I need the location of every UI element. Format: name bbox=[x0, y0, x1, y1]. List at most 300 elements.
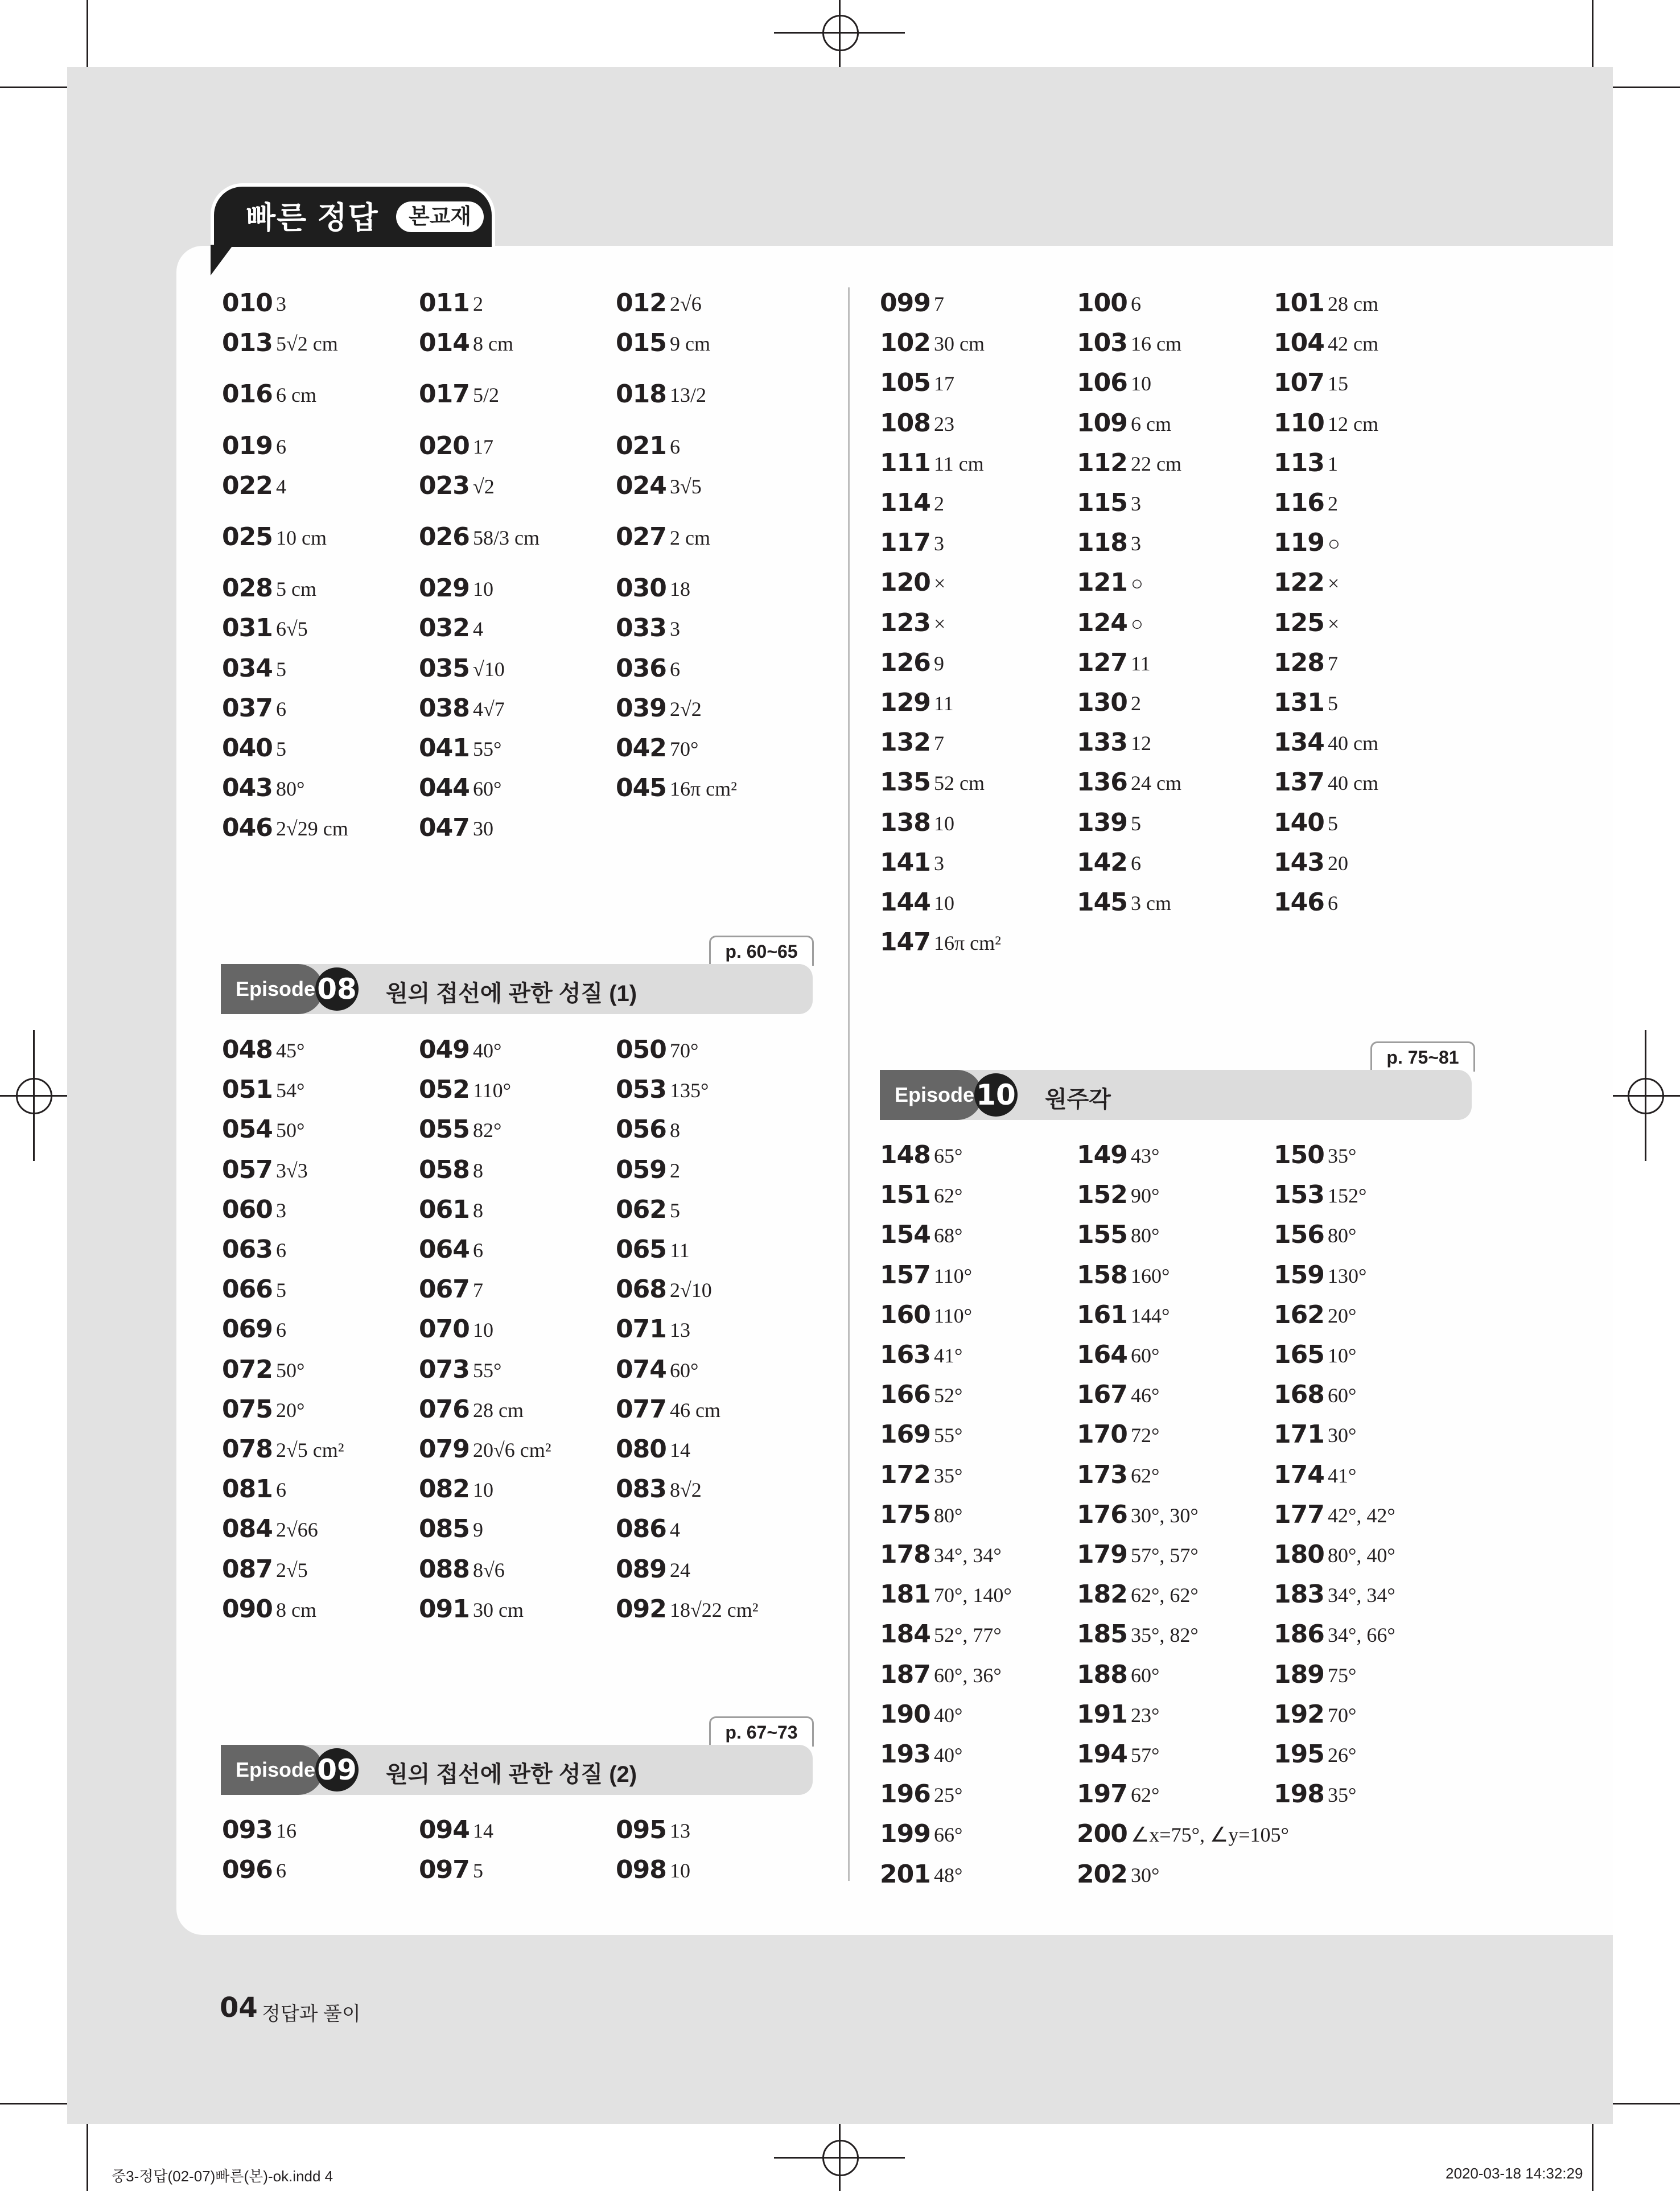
answer-number: 105 bbox=[880, 368, 930, 397]
answer-value: 34°, 34° bbox=[934, 1544, 1002, 1567]
answer-value: 16 cm bbox=[1131, 332, 1181, 355]
answer-value: 2√29 cm bbox=[276, 817, 348, 840]
answer-number: 192 bbox=[1274, 1700, 1324, 1729]
answer-value: 60°, 36° bbox=[934, 1664, 1002, 1687]
answer-number: 164 bbox=[1077, 1340, 1127, 1369]
answer-value: 30 cm bbox=[934, 332, 985, 355]
answer-number: 071 bbox=[616, 1315, 666, 1344]
answer-number: 193 bbox=[880, 1740, 930, 1769]
answer-number: 103 bbox=[1077, 328, 1127, 357]
answer-number: 049 bbox=[419, 1035, 470, 1064]
answer-value: 5 bbox=[276, 738, 286, 760]
answer-value: 14 bbox=[473, 1819, 493, 1842]
answer-number: 156 bbox=[1274, 1220, 1324, 1249]
answer-number: 181 bbox=[880, 1580, 930, 1609]
answer-value: 35°, 82° bbox=[1131, 1624, 1199, 1646]
answer-value: 14 bbox=[670, 1439, 690, 1461]
answer-number: 050 bbox=[616, 1035, 666, 1064]
answer-number: 104 bbox=[1274, 328, 1324, 357]
answer-number: 188 bbox=[1077, 1660, 1127, 1689]
answer-number: 074 bbox=[616, 1355, 666, 1384]
answer-value: 23° bbox=[1131, 1704, 1160, 1727]
answer-value: 3 bbox=[276, 293, 286, 315]
answer-number: 154 bbox=[880, 1220, 930, 1249]
answer-value: 3 bbox=[1131, 492, 1141, 515]
answer-number: 131 bbox=[1274, 688, 1324, 717]
answer-value: 58/3 cm bbox=[473, 526, 540, 549]
answer-number: 153 bbox=[1274, 1180, 1324, 1209]
answer-number: 166 bbox=[880, 1380, 930, 1409]
page-number: 04 bbox=[220, 1992, 258, 2024]
answer-number: 077 bbox=[616, 1395, 666, 1424]
answer-number: 176 bbox=[1077, 1500, 1127, 1529]
answer-number: 146 bbox=[1274, 888, 1324, 917]
episode-09-page-range: p. 67~73 bbox=[709, 1716, 814, 1747]
answer-number: 201 bbox=[880, 1860, 930, 1889]
answer-number: 122 bbox=[1274, 568, 1324, 597]
answer-value: 16π cm² bbox=[934, 932, 1001, 954]
answer-value: 2 cm bbox=[670, 526, 710, 549]
answer-value: 82° bbox=[473, 1119, 502, 1142]
answer-value: 42 cm bbox=[1328, 332, 1378, 355]
answer-value: 16π cm² bbox=[670, 777, 737, 800]
answer-value: 7 bbox=[1328, 652, 1338, 675]
answer-number: 107 bbox=[1274, 368, 1324, 397]
answer-value: 42°, 42° bbox=[1328, 1504, 1395, 1527]
answer-number: 042 bbox=[616, 734, 666, 763]
answer-number: 130 bbox=[1077, 688, 1127, 717]
answer-number: 110 bbox=[1274, 409, 1324, 438]
answer-number: 198 bbox=[1274, 1780, 1324, 1809]
answer-number: 098 bbox=[616, 1855, 666, 1884]
answer-value: 13 bbox=[670, 1819, 690, 1842]
answer-number: 040 bbox=[222, 734, 273, 763]
answer-number: 078 bbox=[222, 1435, 273, 1464]
answer-value: 17 bbox=[934, 372, 954, 395]
answer-number: 099 bbox=[880, 289, 930, 318]
answer-value: 70° bbox=[670, 1039, 699, 1062]
answer-number: 056 bbox=[616, 1115, 666, 1144]
answer-value: 2√2 bbox=[670, 698, 702, 720]
answer-value: 10 bbox=[473, 578, 493, 600]
answer-value: 6 bbox=[1131, 293, 1141, 315]
answer-value: 46 cm bbox=[670, 1399, 720, 1422]
answer-number: 173 bbox=[1077, 1460, 1127, 1489]
answer-number: 014 bbox=[419, 328, 470, 357]
answer-value: 20° bbox=[276, 1399, 305, 1422]
answer-number: 070 bbox=[419, 1315, 470, 1344]
answer-value: 62° bbox=[1131, 1784, 1160, 1806]
answer-number: 144 bbox=[880, 888, 930, 917]
answer-value: 11 bbox=[1131, 652, 1151, 675]
answer-number: 194 bbox=[1077, 1740, 1127, 1769]
answer-value: 45° bbox=[276, 1039, 305, 1062]
answer-value: 3 bbox=[276, 1199, 286, 1222]
answer-value: 68° bbox=[934, 1224, 963, 1247]
answer-value: 18√22 cm² bbox=[670, 1599, 759, 1621]
answer-number: 102 bbox=[880, 328, 930, 357]
answer-value: 17 bbox=[473, 435, 493, 458]
answer-number: 121 bbox=[1077, 568, 1127, 597]
answer-value: 52 cm bbox=[934, 772, 985, 794]
answer-number: 120 bbox=[880, 568, 930, 597]
answer-number: 038 bbox=[419, 694, 470, 723]
answer-number: 160 bbox=[880, 1300, 930, 1329]
answer-number: 044 bbox=[419, 773, 470, 802]
answer-value: 20√6 cm² bbox=[473, 1439, 551, 1461]
answer-value: 110° bbox=[934, 1265, 973, 1287]
answer-value: 80° bbox=[1131, 1224, 1160, 1247]
answer-number: 075 bbox=[222, 1395, 273, 1424]
header-tab-tail bbox=[211, 245, 233, 275]
answer-value: 40° bbox=[934, 1744, 963, 1766]
answer-value: 80°, 40° bbox=[1328, 1544, 1395, 1567]
answer-value: 5√2 cm bbox=[276, 332, 338, 355]
answer-number: 082 bbox=[419, 1475, 470, 1504]
answer-value: ○ bbox=[1131, 612, 1143, 635]
answer-value: 13 bbox=[670, 1319, 690, 1341]
answer-value: 6 bbox=[276, 1859, 286, 1882]
answer-value: 2 bbox=[934, 492, 944, 515]
answer-value: 75° bbox=[1328, 1664, 1357, 1687]
answer-value: 60° bbox=[473, 777, 502, 800]
answer-value: 60° bbox=[1328, 1384, 1357, 1407]
answer-number: 106 bbox=[1077, 368, 1127, 397]
answer-value: 8 cm bbox=[473, 332, 513, 355]
answer-value: 3√5 bbox=[670, 475, 702, 498]
answer-number: 016 bbox=[222, 380, 273, 409]
answer-number: 172 bbox=[880, 1460, 930, 1489]
answer-number: 111 bbox=[880, 448, 930, 477]
answer-number: 079 bbox=[419, 1435, 470, 1464]
answer-value: 4 bbox=[276, 475, 286, 498]
answer-value: 2√10 bbox=[670, 1279, 712, 1302]
answer-number: 159 bbox=[1274, 1261, 1324, 1290]
answer-value: 9 bbox=[934, 652, 944, 675]
answer-value: 8√2 bbox=[670, 1478, 702, 1501]
answer-value: 70°, 140° bbox=[934, 1584, 1012, 1607]
answer-value: 8 bbox=[670, 1119, 680, 1142]
answer-number: 026 bbox=[419, 522, 470, 551]
answer-value: 30°, 30° bbox=[1131, 1504, 1199, 1527]
answer-value: 34°, 34° bbox=[1328, 1584, 1395, 1607]
answer-value: 2 bbox=[473, 293, 483, 315]
answer-number: 140 bbox=[1274, 808, 1324, 837]
answer-number: 108 bbox=[880, 409, 930, 438]
answer-value: 40 cm bbox=[1328, 732, 1378, 755]
answer-value: 23 bbox=[934, 413, 954, 435]
answer-number: 054 bbox=[222, 1115, 273, 1144]
answer-number: 150 bbox=[1274, 1140, 1324, 1169]
answer-value: 6 bbox=[473, 1239, 483, 1262]
answer-value: 3 bbox=[670, 617, 680, 640]
answer-value: √2 bbox=[473, 475, 495, 498]
answer-value: 1 bbox=[1328, 452, 1338, 475]
answer-number: 174 bbox=[1274, 1460, 1324, 1489]
answer-value: 10° bbox=[1328, 1344, 1357, 1367]
answer-number: 034 bbox=[222, 654, 273, 683]
episode-number: 08 bbox=[315, 967, 359, 1011]
answer-number: 073 bbox=[419, 1355, 470, 1384]
answer-number: 197 bbox=[1077, 1780, 1127, 1809]
answer-value: 5 bbox=[1328, 692, 1338, 715]
answer-value: 30° bbox=[1328, 1424, 1357, 1447]
answer-number: 112 bbox=[1077, 448, 1127, 477]
answer-value: 62°, 62° bbox=[1131, 1584, 1199, 1607]
episode-09-banner bbox=[221, 1745, 813, 1795]
answer-number: 186 bbox=[1274, 1620, 1324, 1649]
answer-number: 184 bbox=[880, 1620, 930, 1649]
answer-number: 117 bbox=[880, 528, 930, 557]
answer-number: 029 bbox=[419, 574, 470, 603]
answer-value: 4√7 bbox=[473, 698, 505, 720]
answer-value: 3 cm bbox=[1131, 892, 1171, 915]
answer-value: 7 bbox=[473, 1279, 483, 1302]
answer-value: 70° bbox=[670, 738, 699, 760]
answer-number: 084 bbox=[222, 1514, 273, 1543]
answer-value: 2 bbox=[1328, 492, 1338, 515]
answer-number: 076 bbox=[419, 1395, 470, 1424]
answer-number: 168 bbox=[1274, 1380, 1324, 1409]
answer-number: 041 bbox=[419, 734, 470, 763]
answer-number: 126 bbox=[880, 648, 930, 677]
answer-value: 50° bbox=[276, 1119, 305, 1142]
answer-value: 11 bbox=[934, 692, 954, 715]
answer-value: ○ bbox=[1131, 572, 1143, 595]
episode-number: 10 bbox=[974, 1073, 1018, 1117]
answer-number: 013 bbox=[222, 328, 273, 357]
answer-value: 5 bbox=[1131, 812, 1141, 835]
answer-number: 142 bbox=[1077, 848, 1127, 877]
answer-number: 175 bbox=[880, 1500, 930, 1529]
answer-number: 024 bbox=[616, 471, 666, 500]
answer-value: 6 bbox=[276, 435, 286, 458]
answer-number: 129 bbox=[880, 688, 930, 717]
answer-number: 089 bbox=[616, 1555, 666, 1584]
answer-value: 55° bbox=[473, 1359, 502, 1382]
answer-value: 6 cm bbox=[276, 384, 316, 406]
answer-number: 200 bbox=[1077, 1819, 1127, 1848]
answer-value: 5 bbox=[670, 1199, 680, 1222]
answer-number: 135 bbox=[880, 768, 930, 797]
answer-number: 191 bbox=[1077, 1700, 1127, 1729]
episode-number: 09 bbox=[315, 1748, 359, 1791]
answer-value: 62° bbox=[1131, 1464, 1160, 1487]
answer-number: 152 bbox=[1077, 1180, 1127, 1209]
answer-number: 138 bbox=[880, 808, 930, 837]
answer-number: 083 bbox=[616, 1475, 666, 1504]
answer-value: 70° bbox=[1328, 1704, 1357, 1727]
answer-value: 22 cm bbox=[1131, 452, 1181, 475]
answer-value: × bbox=[934, 572, 946, 595]
answer-value: × bbox=[1328, 612, 1340, 635]
answer-value: 30° bbox=[1131, 1864, 1160, 1887]
answer-number: 145 bbox=[1077, 888, 1127, 917]
answer-value: 35° bbox=[1328, 1144, 1357, 1167]
answer-value: 8√6 bbox=[473, 1559, 505, 1582]
answer-number: 063 bbox=[222, 1235, 273, 1264]
answer-number: 081 bbox=[222, 1475, 273, 1504]
answer-value: 43° bbox=[1131, 1144, 1160, 1167]
answer-number: 127 bbox=[1077, 648, 1127, 677]
answer-value: 3 bbox=[934, 852, 944, 875]
answer-number: 179 bbox=[1077, 1540, 1127, 1569]
answer-value: 80° bbox=[1328, 1224, 1357, 1247]
answer-value: 57° bbox=[1131, 1744, 1160, 1766]
answer-number: 028 bbox=[222, 574, 273, 603]
answer-value: 6 cm bbox=[1131, 413, 1171, 435]
answer-number: 055 bbox=[419, 1115, 470, 1144]
answer-number: 137 bbox=[1274, 768, 1324, 797]
answer-number: 155 bbox=[1077, 1220, 1127, 1249]
answer-number: 180 bbox=[1274, 1540, 1324, 1569]
answer-value: 34°, 66° bbox=[1328, 1624, 1395, 1646]
answer-number: 113 bbox=[1274, 448, 1324, 477]
answer-value: 12 bbox=[1131, 732, 1151, 755]
answer-value: 18 bbox=[670, 578, 690, 600]
answer-value: 65° bbox=[934, 1144, 963, 1167]
answer-value: 130° bbox=[1328, 1265, 1367, 1287]
answer-number: 125 bbox=[1274, 608, 1324, 637]
answer-value: 10 cm bbox=[276, 526, 327, 549]
answer-number: 109 bbox=[1077, 409, 1127, 438]
answer-value: 6 bbox=[1328, 892, 1338, 915]
episode-title: 원주각 bbox=[1045, 1087, 1111, 1112]
answer-number: 143 bbox=[1274, 848, 1324, 877]
column-divider bbox=[848, 287, 850, 1881]
answer-number: 048 bbox=[222, 1035, 273, 1064]
answer-number: 023 bbox=[419, 471, 470, 500]
answer-value: 2√6 bbox=[670, 293, 702, 315]
answer-value: 2√66 bbox=[276, 1518, 318, 1541]
answer-number: 185 bbox=[1077, 1620, 1127, 1649]
answer-number: 167 bbox=[1077, 1380, 1127, 1409]
answer-number: 199 bbox=[880, 1819, 930, 1848]
answer-number: 086 bbox=[616, 1514, 666, 1543]
answer-value: 160° bbox=[1131, 1265, 1170, 1287]
answer-value: 8 bbox=[473, 1199, 483, 1222]
answer-number: 058 bbox=[419, 1155, 470, 1184]
answer-value: 5 bbox=[473, 1859, 483, 1882]
answer-number: 123 bbox=[880, 608, 930, 637]
answer-value: 48° bbox=[934, 1864, 963, 1887]
answer-number: 097 bbox=[419, 1855, 470, 1884]
answer-value: 55° bbox=[934, 1424, 963, 1447]
answer-number: 163 bbox=[880, 1340, 930, 1369]
answer-number: 139 bbox=[1077, 808, 1127, 837]
episode-label: Episode bbox=[221, 1745, 323, 1795]
answer-value: 80° bbox=[934, 1504, 963, 1527]
answer-number: 187 bbox=[880, 1660, 930, 1689]
answer-value: 30 cm bbox=[473, 1599, 524, 1621]
answer-value: 6 bbox=[670, 658, 680, 681]
episode-label: Episode bbox=[880, 1070, 982, 1120]
answer-number: 158 bbox=[1077, 1261, 1127, 1290]
answer-number: 177 bbox=[1274, 1500, 1324, 1529]
answer-value: 2√5 bbox=[276, 1559, 308, 1582]
answer-value: 90° bbox=[1131, 1184, 1160, 1207]
answer-value: 9 bbox=[473, 1518, 483, 1541]
answer-value: 152° bbox=[1328, 1184, 1367, 1207]
answer-number: 064 bbox=[419, 1235, 470, 1264]
answer-number: 053 bbox=[616, 1075, 666, 1104]
answer-value: 10 bbox=[1131, 372, 1151, 395]
answer-number: 147 bbox=[880, 928, 930, 957]
answer-value: 6 bbox=[276, 1319, 286, 1341]
answer-number: 136 bbox=[1077, 768, 1127, 797]
answer-value: 41° bbox=[1328, 1464, 1357, 1487]
answer-value: 40° bbox=[934, 1704, 963, 1727]
answer-value: 50° bbox=[276, 1359, 305, 1382]
answer-number: 161 bbox=[1077, 1300, 1127, 1329]
answer-value: 28 cm bbox=[473, 1399, 524, 1422]
answer-value: × bbox=[1328, 572, 1340, 595]
answer-number: 030 bbox=[616, 574, 666, 603]
answer-value: 40 cm bbox=[1328, 772, 1378, 794]
answer-number: 171 bbox=[1274, 1420, 1324, 1449]
answer-value: 12 cm bbox=[1328, 413, 1378, 435]
answer-number: 101 bbox=[1274, 289, 1324, 318]
answer-number: 115 bbox=[1077, 488, 1127, 517]
textbook-badge: 본교재 bbox=[396, 201, 484, 232]
answer-value: 110° bbox=[473, 1079, 512, 1102]
answer-value: 10 bbox=[473, 1319, 493, 1341]
answer-value: 11 cm bbox=[934, 452, 984, 475]
answer-number: 020 bbox=[419, 431, 470, 460]
file-slug: 중3-정답(02-07)빠른(본)-ok.indd 4 bbox=[112, 2168, 333, 2185]
print-timestamp: 2020-03-18 14:32:29 bbox=[1446, 2165, 1583, 2182]
answer-value: 16 bbox=[276, 1819, 297, 1842]
answer-number: 088 bbox=[419, 1555, 470, 1584]
answer-number: 037 bbox=[222, 694, 273, 723]
page-label: 정답과 풀이 bbox=[262, 2003, 361, 2025]
answer-number: 087 bbox=[222, 1555, 273, 1584]
answer-value: 2 bbox=[670, 1159, 680, 1182]
answer-value: 11 bbox=[670, 1239, 690, 1262]
answer-number: 119 bbox=[1274, 528, 1324, 557]
page-title: 빠른 정답 bbox=[246, 201, 379, 235]
answer-number: 033 bbox=[616, 613, 666, 643]
answer-value: 9 cm bbox=[670, 332, 710, 355]
answer-number: 045 bbox=[616, 773, 666, 802]
answer-value: 57°, 57° bbox=[1131, 1544, 1199, 1567]
answer-number: 032 bbox=[419, 613, 470, 643]
answer-number: 165 bbox=[1274, 1340, 1324, 1369]
answer-number: 133 bbox=[1077, 728, 1127, 757]
answer-number: 124 bbox=[1077, 608, 1127, 637]
answer-value: ○ bbox=[1328, 532, 1340, 555]
answer-number: 068 bbox=[616, 1275, 666, 1304]
answer-number: 141 bbox=[880, 848, 930, 877]
answer-number: 022 bbox=[222, 471, 273, 500]
answer-value: 4 bbox=[670, 1518, 680, 1541]
answer-value: 10 bbox=[934, 892, 954, 915]
answer-number: 157 bbox=[880, 1261, 930, 1290]
answer-number: 116 bbox=[1274, 488, 1324, 517]
episode-10-banner bbox=[880, 1070, 1472, 1120]
answer-value: 52°, 77° bbox=[934, 1624, 1002, 1646]
answer-number: 195 bbox=[1274, 1740, 1324, 1769]
answer-value: 35° bbox=[934, 1464, 963, 1487]
answer-number: 085 bbox=[419, 1514, 470, 1543]
answer-value: 80° bbox=[276, 777, 305, 800]
episode-title: 원의 접선에 관한 성질 (1) bbox=[386, 981, 637, 1006]
answer-number: 162 bbox=[1274, 1300, 1324, 1329]
answer-value: 7 bbox=[934, 293, 944, 315]
answer-number: 011 bbox=[419, 289, 470, 318]
answer-number: 065 bbox=[616, 1235, 666, 1264]
answer-value: 40° bbox=[473, 1039, 502, 1062]
